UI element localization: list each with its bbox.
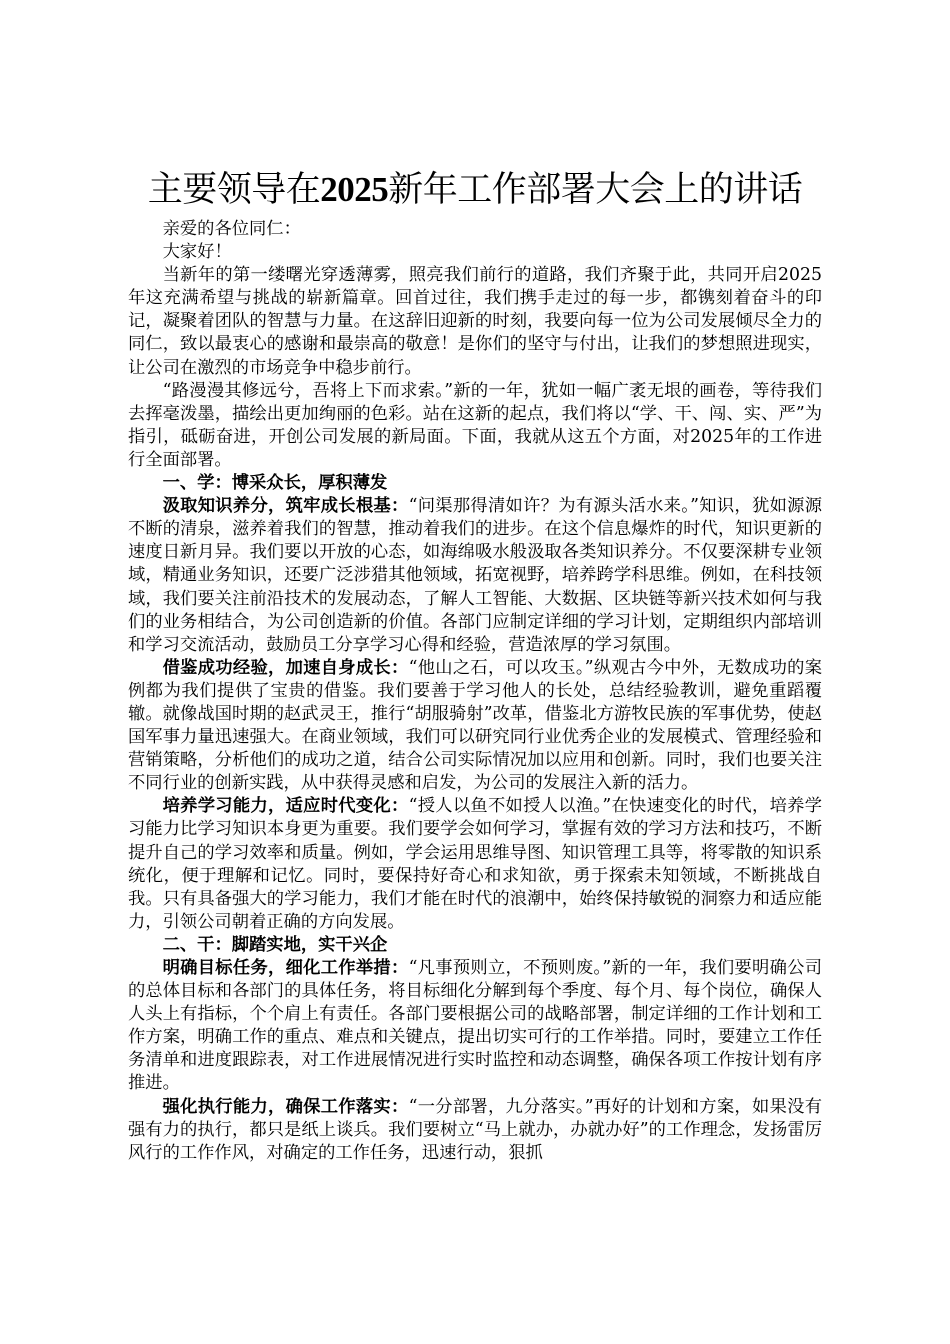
paragraph-text: “授人以鱼不如授人以渔。”在快速变化的时代，培养学习能力比学习知识本身更为重要。我们要学会如何学习，掌握有效的学习方法和技巧，不断提升自己的学习效率和质量。例如，学会运用思维导图、知识管理工具等，将零散的知识系统化，便于理解和记忆。同时，要保持好奇心和求知欲，勇于探索未知领域，不断挑战自我。只有具备强大的学习能力，我们才能在时代的浪潮中，始终保持敏锐的洞察力和适应能力，引领公司朝着正确的方向发展。 (128, 796, 822, 932)
greeting-line-1: 亲爱的各位同仁： (162, 219, 301, 239)
paragraph-text: “一分部署，九分落实。”再好的计划和方案，如果没有强有力的执行，都只是纸上谈兵。我们要树立“马上就办，办就办好”的工作理念，发扬雷厉风行的工作作风，对确定的工作任务，迅速行动，狠抓 (128, 1096, 822, 1163)
title-part1: 主要领导在 (147, 170, 321, 210)
paragraph-lead: 强化执行能力，确保工作落实： (162, 1096, 409, 1117)
paragraph-text: “他山之石，可以攻玉。”纵观古今中外，无数成功的案例都为我们提供了宝贵的借鉴。我们要善于学习他人的长处，总结经验教训，避免重蹈覆辙。就像战国时期的赵武灵王，推行“胡服骑射”改革，借鉴北方游牧民族的军事优势，使赵国军事力量迅速强大。在商业领域，我们可以研究同行业优秀企业的发展模式、管理经验和营销策略，分析他们的成功之道，结合公司实际情况加以应用和创新。同时，我们也要关注不同行业的创新实践，从中获得灵感和启发，为公司的发展注入新的活力。 (128, 657, 822, 794)
section1-paragraph-1 (128, 495, 822, 657)
paragraph-lead: 借鉴成功经验，加速自身成长： (162, 657, 409, 678)
section1-paragraph-3 (128, 795, 822, 934)
paragraph-text: “问渠那得清如许？为有源头活水来。”知识，犹如源源不断的清泉，滋养着我们的智慧，推动着我们的进步。在这个信息爆炸的时代，知识更新的速度日新月异。我们要以开放的心态，如海绵吸水般汲取各类知识养分。不仅要深耕专业领域，精通业务知识，还要广泛涉猎其他领域，拓宽视野，培养跨学科思维。例如，在科技领域，我们要关注前沿技术的发展动态，了解人工智能、大数据、区块链等新兴技术如何与我们的业务相结合，为公司创造新的价值。各部门应制定详细的学习计划，定期组织内部培训和学习交流活动，鼓励员工分享学习心得和经验，营造浓厚的学习氛围。 (128, 496, 822, 655)
document-page (128, 168, 822, 1165)
paragraph-lead: 培养学习能力，适应时代变化： (162, 796, 409, 817)
document-title (116, 168, 834, 212)
intro-paragraph-2: “路漫漫其修远兮，吾将上下而求索。”新的一年，犹如一幅广袤无垠的画卷，等待我们去挥毫泼墨，描绘出更加绚丽的色彩。站在这新的起点，我们将以“学、干、闯、实、严”为指引，砥砺奋进，开创公司发展的新局面。下面，我就从这五个方面，对2025年的工作进行全面部署。 (128, 380, 822, 470)
title-part2: 新年工作部署大会上的讲话 (388, 170, 803, 210)
section2-paragraph-2 (128, 1096, 822, 1165)
paragraph-lead: 明确目标任务，细化工作举措： (162, 958, 409, 978)
paragraph-lead: 汲取知识养分，筑牢成长根基： (162, 496, 409, 517)
section-heading-1: 一、学：博采众长，厚积薄发 (162, 473, 388, 494)
greeting-line-2: 大家好！ (162, 242, 232, 263)
section1-paragraph-2 (128, 657, 822, 796)
paragraph-text: “凡事预则立，不预则废。”新的一年，我们要明确公司的总体目标和各部门的具体任务，将目标细化分解到每个季度、每个月、每个岗位，确保人人头上有指标，个个肩上有责任。各部门要根据公司的战略部署，制定详细的工作计划和工作方案，明确工作的重点、难点和关键点，提出切实可行的工作举措。同时，要建立工作任务清单和进度跟踪表，对工作进展情况进行实时监控和动态调整，确保各项工作按计划有序推进。 (128, 958, 822, 1094)
section2-paragraph-1 (128, 957, 822, 1096)
title-year: 2025 (320, 170, 389, 209)
intro-paragraph-1: 当新年的第一缕曙光穿透薄雾，照亮我们前行的道路，我们齐聚于此，共同开启2025年这充满希望与挑战的崭新篇章。回首过往，我们携手走过的每一步，都镌刻着奋斗的印记，凝聚着团队的智慧与力量。在这辞旧迎新的时刻，我要向每一位为公司发展倾尽全力的同仁，致以最衷心的感谢和最崇高的敬意！是你们的坚守与付出，让我们的梦想照进现实，让公司在激烈的市场竞争中稳步前行。 (128, 265, 822, 378)
section-heading-2: 二、干：脚踏实地，实干兴企 (162, 934, 388, 955)
